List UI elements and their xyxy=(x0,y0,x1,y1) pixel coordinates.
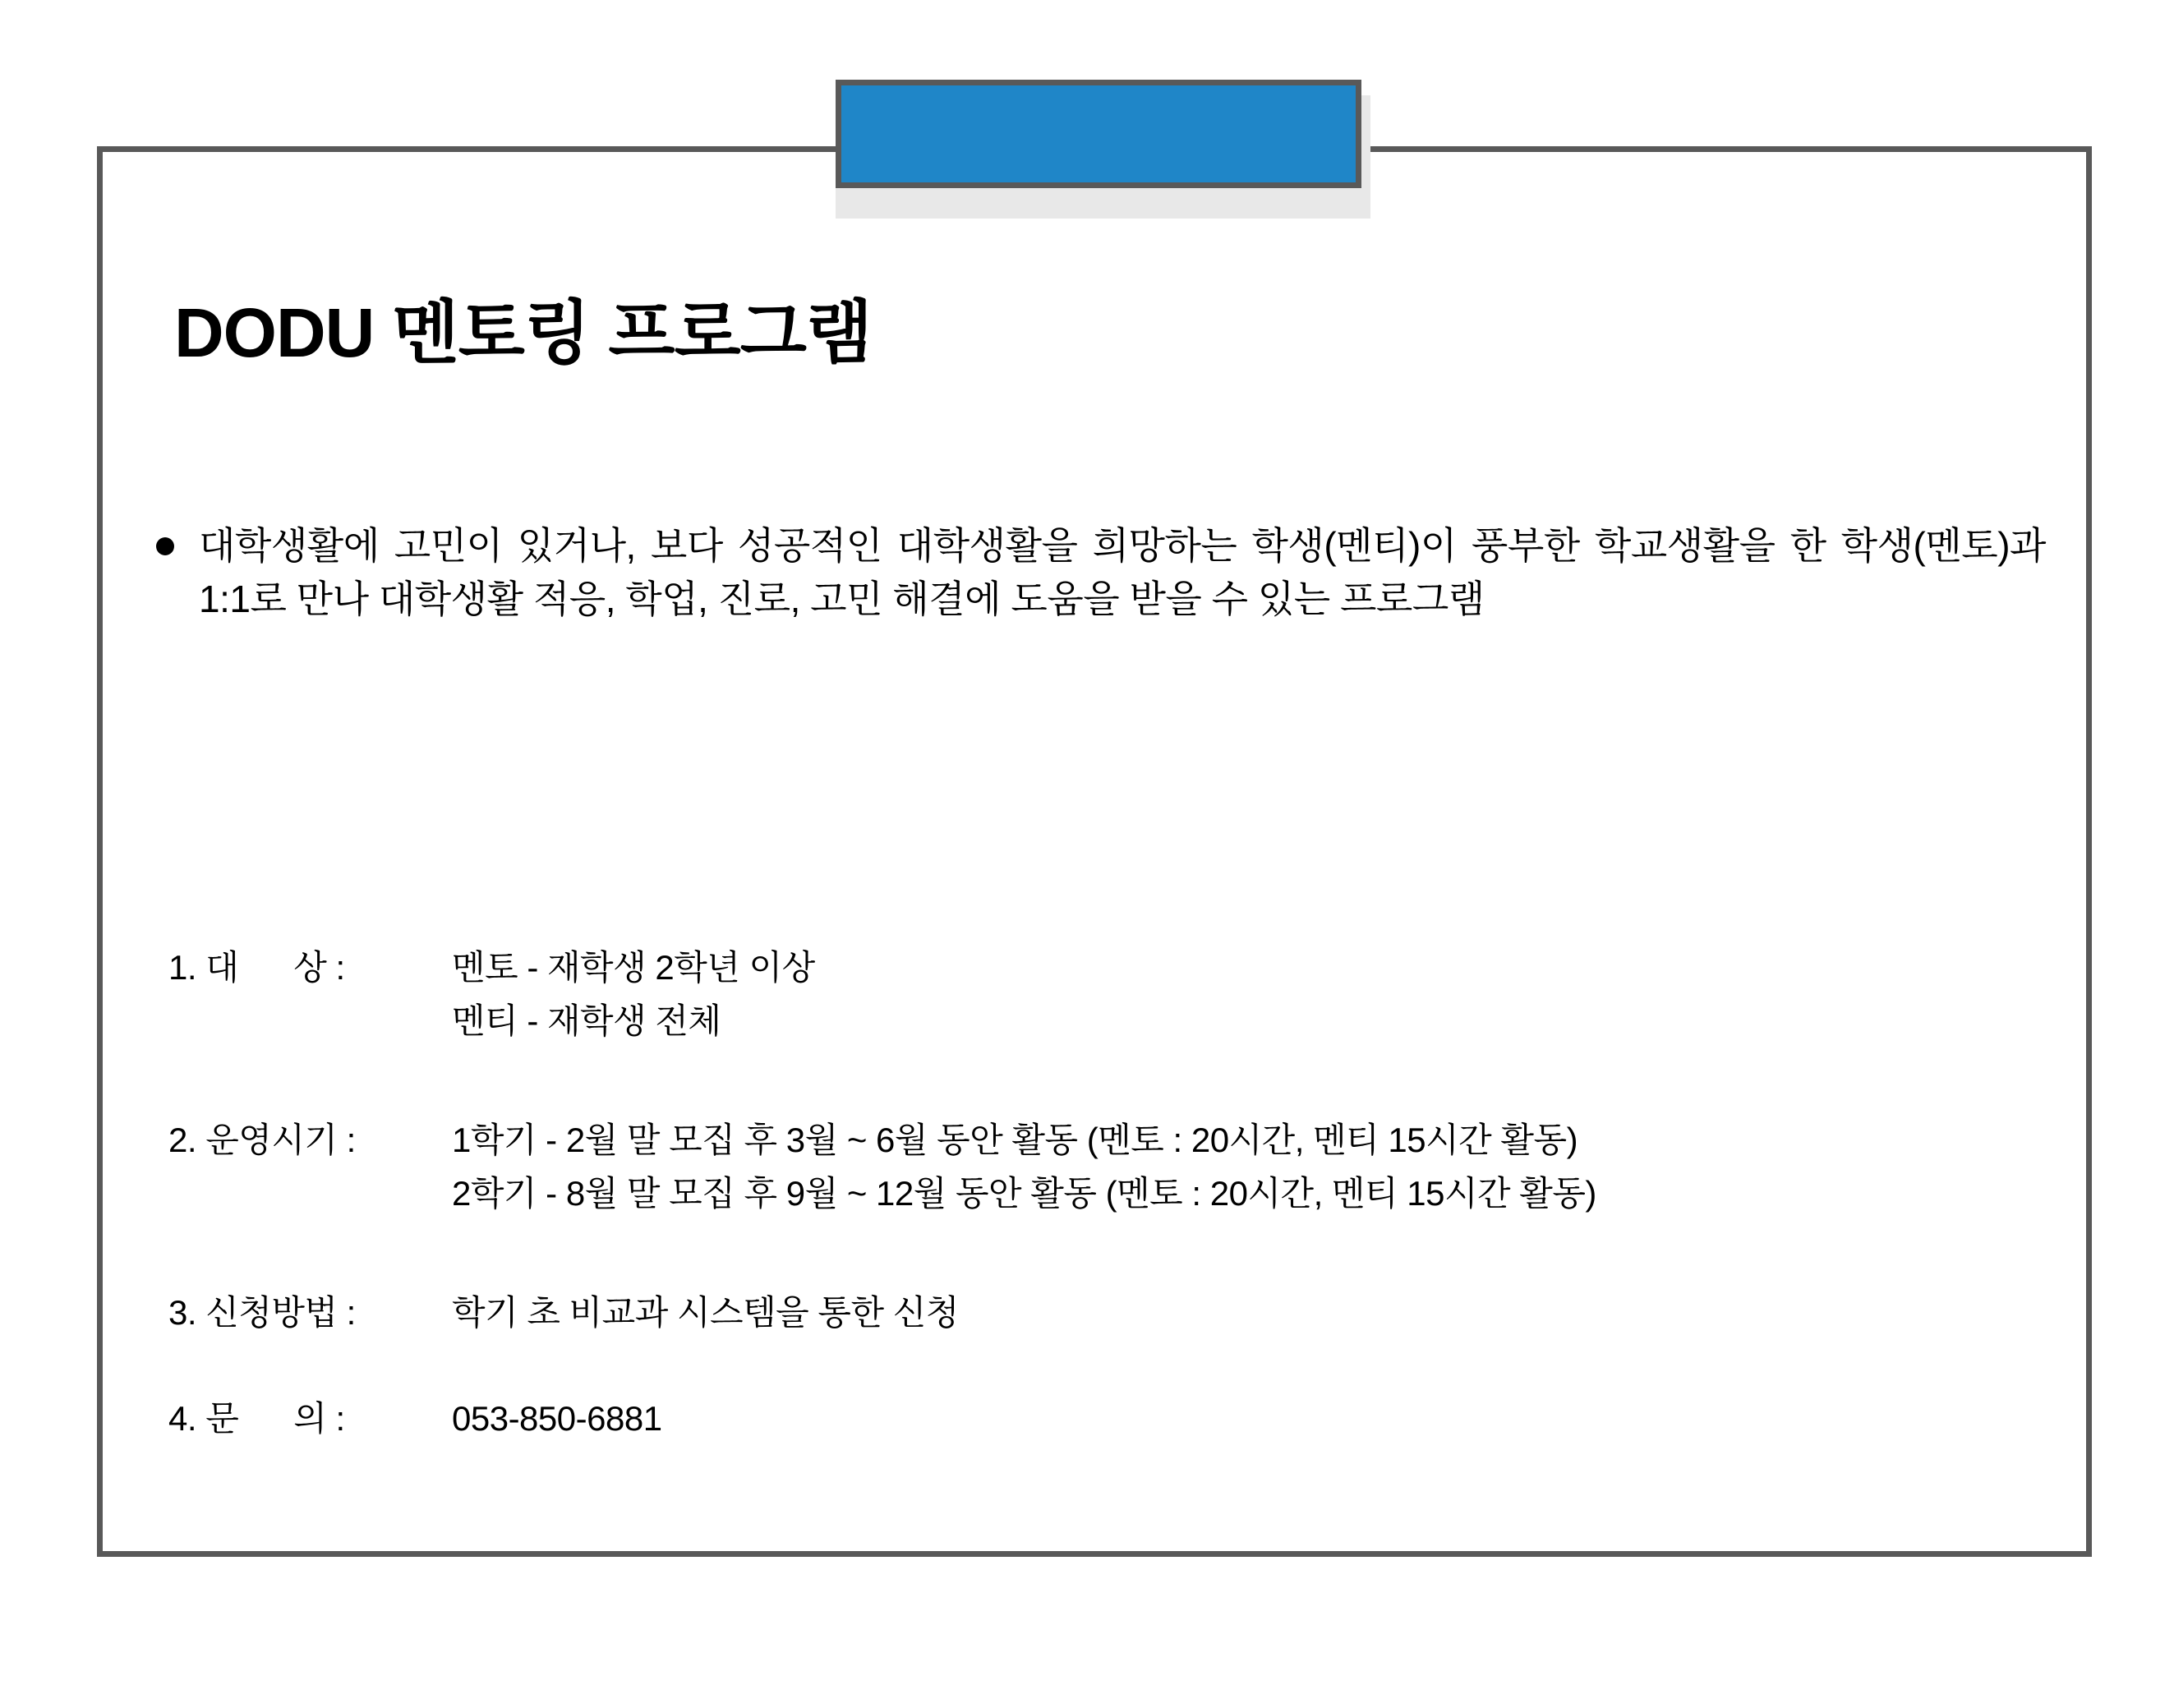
info-value-line: 멘티 - 재학생 전체 xyxy=(452,1001,721,1041)
info-value-line: 1학기 - 2월 말 모집 후 3월 ~ 6월 동안 활동 (멘토 : 20시간, 멘티 15시간 활동) xyxy=(452,1121,1578,1160)
info-values-contact xyxy=(452,1392,2058,1445)
info-values-target xyxy=(452,941,2058,1047)
info-row-contact xyxy=(168,1392,2058,1445)
page-title: DODU 멘토링 프로그램 xyxy=(174,294,873,371)
info-label-application: 3. 신청방법 : xyxy=(168,1293,356,1333)
info-list xyxy=(168,941,2058,1469)
info-value-line: 학기 초 비교과 시스템을 통한 신청 xyxy=(452,1293,959,1333)
info-row-application xyxy=(168,1286,2058,1339)
tab-accent-decoration xyxy=(836,80,1361,188)
spacer xyxy=(168,1070,2058,1113)
summary-bullet-item xyxy=(156,519,2046,627)
spacer xyxy=(168,1362,2058,1392)
info-value-line: 멘토 - 재학생 2학년 이상 xyxy=(452,948,815,987)
summary-bullet-text: 대학생활에 고민이 있거나, 보다 성공적인 대학생활을 희망하는 학생(멘티)이 풍부한 학교생활을 한 학생(멘토)과 1:1로 만나 대학생활 적응, 학업, 진로, 고민 해결에 도움을 받을 수 있는 프로그램 xyxy=(199,524,2046,621)
info-row-target xyxy=(168,941,2058,1047)
info-label-schedule: 2. 운영시기 : xyxy=(168,1121,356,1160)
info-label-contact: 4. 문 의 : xyxy=(168,1399,345,1439)
spacer xyxy=(168,1243,2058,1286)
info-value-line: 2학기 - 8월 말 모집 후 9월 ~ 12월 동안 활동 (멘토 : 20시간, 멘티 15시간 활동) xyxy=(452,1174,1596,1213)
info-row-schedule xyxy=(168,1113,2058,1220)
info-label-target: 1. 대 상 : xyxy=(168,948,345,987)
bullet-dot-icon xyxy=(156,537,174,555)
info-values-application xyxy=(452,1286,2058,1339)
info-value-phone: 053-850-6881 xyxy=(452,1399,662,1439)
info-values-schedule xyxy=(452,1113,2058,1220)
